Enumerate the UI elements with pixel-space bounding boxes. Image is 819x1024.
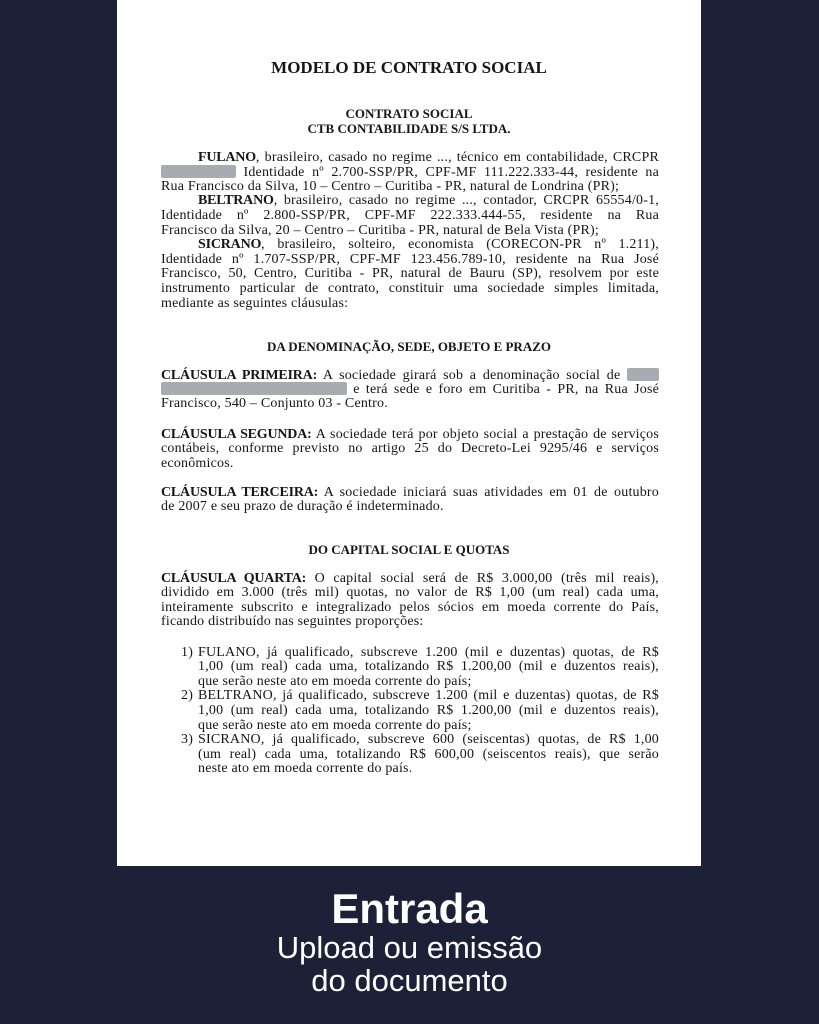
text-line [161, 194, 659, 209]
text-line [198, 748, 659, 763]
text-line [161, 500, 659, 515]
document-page [117, 0, 701, 866]
section-heading-denominacao: DA DENOMINAÇÃO, SEDE, OBJETO E PRAZO [267, 339, 551, 355]
list-item [181, 644, 659, 661]
text-fragment: , brasileiro, solteiro, economista (CORECON-PR nº 1.211), [261, 237, 659, 253]
text-fragment: Identidade nº 2.700-SSP/PR, CPF-MF 111.222.333-44, residente na [243, 165, 660, 181]
document-title: MODELO DE CONTRATO SOCIAL [271, 58, 547, 77]
text-fragment: de 2007 e seu prazo de duração é indeterminado. [161, 499, 444, 515]
text-line [161, 586, 659, 601]
contract-type: CONTRATO SOCIAL [345, 106, 473, 122]
clause-label: CLÁUSULA SEGUNDA: [161, 426, 312, 442]
text-fragment: A sociedade girará sob a denominação social de [322, 367, 621, 383]
list-item [181, 688, 659, 704]
text-line [198, 719, 659, 734]
text-fragment: , brasileiro, casado no regime ..., contador, CRCPR 65554/0-1, [273, 193, 659, 209]
list-number: 3) [181, 732, 194, 748]
text-fragment: que serão neste ato em moeda corrente do país; [198, 717, 472, 733]
text-line [198, 704, 659, 719]
clause-primeira [161, 368, 659, 412]
party-name: FULANO [198, 149, 256, 165]
text-fragment: e terá sede e foro em Curitiba - PR, na Rua José [353, 382, 660, 398]
text-line [161, 368, 659, 383]
text-fragment: que serão neste ato em moeda corrente do país; [198, 673, 472, 689]
caption-title: Entrada [331, 885, 488, 932]
text-fragment: A sociedade iniciará suas atividades em 01 de outubro [323, 484, 659, 500]
text-line [161, 180, 659, 195]
clause-segunda [161, 428, 659, 472]
clause-label: CLÁUSULA TERCEIRA: [161, 484, 319, 500]
text-fragment: BELTRANO, já qualificado, subscreve 1.200 (mil e duzentas) quotas, de R$ [198, 688, 659, 704]
text-line [198, 675, 659, 690]
text-line [161, 601, 659, 616]
text-line [198, 660, 659, 675]
text-fragment: Francisco, 50, Centro, Curitiba - PR, natural de Bauru (SP), resolvem por este [161, 266, 659, 282]
text-line [161, 442, 659, 457]
list-item [181, 732, 659, 748]
party-name: SICRANO [198, 237, 262, 253]
list-number: 2) [181, 688, 194, 704]
text-line [161, 397, 659, 412]
quota-distribution-list [181, 644, 659, 777]
text-fragment: Identidade nº 1.707-SSP/PR, CPF-MF 123.456.789-10, residente na Rua José [161, 251, 659, 267]
text-fragment: neste ato em moeda corrente do país. [198, 761, 413, 777]
text-line [161, 209, 659, 224]
text-fragment: FULANO, já qualificado, subscreve 1.200 (mil e duzentas) quotas, de R$ [198, 644, 659, 660]
clause-terceira [161, 486, 659, 515]
text-fragment: 1,00 (um real) cada uma, totalizando R$ 1.200,00 (mil e duzentos reais), [198, 659, 659, 675]
text-fragment: contábeis, conforme previsto no artigo 25 do Decreto-Lei 9295/46 e serviços [161, 441, 659, 457]
text-fragment: mediante as seguintes cláusulas: [161, 295, 349, 311]
text-line [161, 457, 659, 472]
text-fragment: O capital social será de R$ 3.000,00 (três mil reais), [314, 570, 660, 586]
text-line [198, 762, 659, 777]
caption-subtitle-line: Upload ou emissão [276, 930, 543, 965]
caption-subtitle-line: do documento [311, 963, 508, 998]
text-fragment: (um real) cada uma, totalizando R$ 600,00 (seiscentos reais), que serão [198, 746, 659, 762]
text-fragment: instrumento particular de contrato, constituir uma sociedade simples limitada, [161, 280, 659, 296]
text-fragment: dividido em 3.000 (três mil) quotas, no valor de R$ 1,00 (um real) cada uma, [161, 585, 659, 601]
text-fragment: A sociedade terá por objeto social a prestação de serviços [315, 426, 659, 442]
parties-qualification [161, 151, 659, 312]
text-line [161, 282, 659, 297]
text-fragment: Identidade nº 2.800-SSP/PR, CPF-MF 222.333.444-55, residente na Rua [161, 207, 659, 223]
text-line [161, 615, 659, 630]
redaction-box [161, 165, 236, 178]
clause-quarta [161, 572, 659, 630]
text-line [161, 151, 659, 166]
contract-header [117, 106, 701, 136]
text-line [161, 238, 659, 253]
section-heading-capital: DO CAPITAL SOCIAL E QUOTAS [308, 542, 510, 558]
text-fragment: inteiramente subscrito e integralizado pelos sócios em moeda corrente do País, [161, 599, 659, 615]
text-fragment: 1,00 (um real) cada uma, totalizando R$ 1.200,00 (mil e duzentos reais), [198, 702, 659, 718]
text-fragment: Francisco, 540 – Conjunto 03 - Centro. [161, 395, 388, 411]
clause-label: CLÁUSULA QUARTA: [161, 570, 307, 586]
text-fragment: Rua Francisco da Silva, 10 – Centro – Curitiba - PR, natural de Londrina (PR); [161, 178, 620, 194]
text-fragment: ficando distribuído nas seguintes proporções: [161, 614, 424, 630]
text-line [161, 382, 659, 397]
text-line [161, 297, 659, 312]
list-number: 1) [181, 644, 194, 660]
text-line [161, 165, 659, 180]
text-line [161, 486, 659, 501]
text-fragment: SICRANO, já qualificado, subscreve 600 (seiscentas) quotas, de R$ 1,00 [198, 732, 659, 748]
text-line [161, 224, 659, 239]
text-fragment: , brasileiro, casado no regime ..., técnico em contabilidade, CRCPR [255, 149, 659, 165]
company-name: CTB CONTABILIDADE S/S LTDA. [307, 121, 511, 137]
text-line [161, 572, 659, 587]
party-name: BELTRANO [198, 193, 274, 209]
text-line [161, 267, 659, 282]
redaction-box [161, 382, 347, 395]
text-line [161, 428, 659, 443]
text-fragment: Francisco da Silva, 20 – Centro – Curitiba - PR, natural de Bela Vista (PR); [161, 222, 599, 238]
text-line [161, 253, 659, 268]
text-fragment: econômicos. [161, 455, 234, 471]
redaction-box [627, 368, 659, 381]
clause-label: CLÁUSULA PRIMEIRA: [161, 367, 318, 383]
